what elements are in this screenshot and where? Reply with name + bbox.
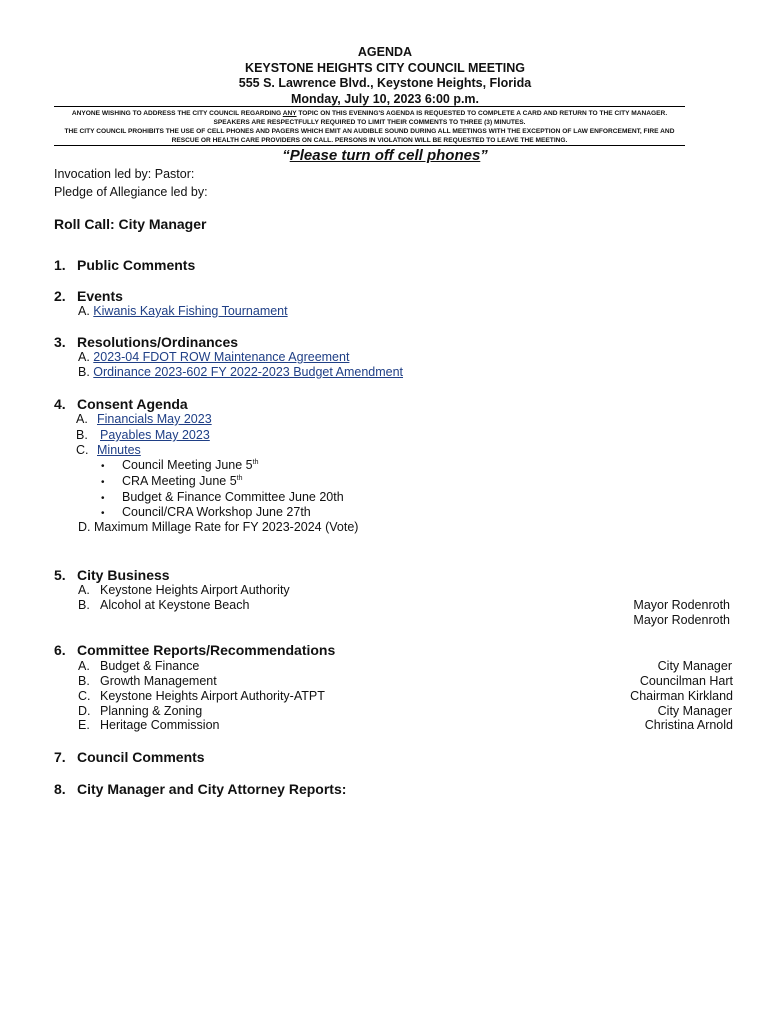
section-number: 1. — [54, 257, 66, 273]
consent-item-d: D. Maximum Millage Rate for FY 2023-2024 (Vote) — [78, 520, 359, 534]
meeting-name: KEYSTONE HEIGHTS CITY COUNCIL MEETING — [245, 61, 525, 75]
consent-prefix-b: B. — [76, 428, 88, 442]
section-title: Consent Agenda — [77, 396, 188, 412]
section-title: City Business — [77, 567, 170, 583]
section-number: 2. — [54, 288, 66, 304]
committee-prefix: A. — [78, 659, 90, 673]
minutes-item: Budget & Finance Committee June 20th — [122, 490, 344, 504]
consent-prefix-c: C. — [76, 443, 89, 457]
ordinal-suffix: th — [252, 459, 259, 466]
section-city-business — [54, 567, 170, 583]
notice-any: ANY — [282, 110, 297, 117]
section-number: 7. — [54, 749, 66, 765]
bottom-rule — [54, 145, 685, 146]
consent-prefix-a: A. — [76, 412, 88, 426]
section-events — [54, 288, 123, 304]
close-quote: ” — [480, 147, 488, 164]
minutes-item — [122, 458, 258, 473]
section-number: 5. — [54, 567, 66, 583]
business-presenter-2: Mayor Rodenroth — [633, 613, 730, 627]
minutes-item-text: Council Meeting June 5 — [122, 458, 253, 472]
fdot-agreement-link[interactable]: 2023-04 FDOT ROW Maintenance Agreement — [93, 350, 350, 364]
committee-presenter: City Manager — [657, 704, 732, 718]
kayak-tournament-link[interactable]: Kiwanis Kayak Fishing Tournament — [93, 304, 288, 318]
bullet-icon: • — [101, 461, 105, 472]
section-title: Resolutions/Ordinances — [77, 334, 239, 350]
section-title: Public Comments — [77, 257, 196, 273]
pledge-line: Pledge of Allegiance led by: — [54, 185, 208, 199]
item-prefix: A. — [78, 304, 94, 318]
section-title: Events — [77, 288, 123, 304]
business-prefix-a: A. — [78, 583, 90, 597]
financials-link[interactable]: Financials May 2023 — [97, 412, 212, 426]
cell-phone-text: Please turn off cell phones — [289, 147, 481, 164]
section-title: City Manager and City Attorney Reports: — [77, 781, 347, 797]
minutes-item: Council/CRA Workshop June 27th — [122, 505, 311, 519]
speaker-notice — [54, 109, 685, 127]
section-council-comments — [54, 749, 205, 765]
section-resolutions — [54, 334, 238, 350]
bullet-icon: • — [101, 477, 105, 488]
business-prefix-b: B. — [78, 598, 90, 612]
resolutions-item-a — [78, 350, 349, 365]
notice-post: TOPIC ON THIS EVENING'S AGENDA IS REQUESTED TO COMPLETE A CARD AND RETURN TO THE CITY MANAGER. SPEAKERS ARE RESPECTFULLY REQUIRED TO LIMIT THEIR COMMENTS TO THREE (3) MINUTES. — [213, 110, 668, 127]
committee-prefix: D. — [78, 704, 91, 718]
events-item-a — [78, 304, 288, 319]
ordinal-suffix: th — [236, 475, 243, 482]
item-prefix: A. — [78, 350, 94, 364]
budget-amendment-link[interactable]: Ordinance 2023-602 FY 2022-2023 Budget Amendment — [93, 365, 404, 379]
roll-call: Roll Call: City Manager — [54, 216, 207, 232]
item-prefix: B. — [78, 365, 94, 379]
top-rule — [54, 106, 685, 107]
minutes-item — [122, 474, 243, 489]
section-number: 8. — [54, 781, 66, 797]
bullet-icon: • — [101, 493, 105, 504]
phone-policy-notice: THE CITY COUNCIL PROHIBITS THE USE OF CELL PHONES AND PAGERS WHICH EMIT AN AUDIBLE SOUND DURING ALL MEETINGS WITH THE EXCEPTION OF LAW ENFORCEMENT, FIRE AND RESCUE OR HEALTH CARE PROVIDERS ON CALL. PERSONS IN VIOLATION WILL BE REQUESTED TO LEAVE THE MEETING. — [64, 128, 675, 145]
section-manager-attorney-reports — [54, 781, 346, 797]
section-title: Committee Reports/Recommendations — [77, 642, 336, 658]
section-public-comments — [54, 257, 195, 273]
business-presenter-1: Mayor Rodenroth — [633, 598, 730, 612]
committee-presenter: City Manager — [657, 659, 732, 673]
payables-link[interactable]: Payables May 2023 — [100, 428, 210, 442]
section-title: Council Comments — [77, 749, 205, 765]
minutes-link[interactable]: Minutes — [97, 443, 141, 457]
cell-phone-reminder — [0, 147, 770, 164]
committee-prefix: B. — [78, 674, 90, 688]
committee-prefix: E. — [78, 718, 90, 732]
section-consent-agenda — [54, 396, 188, 412]
committee-name: Keystone Heights Airport Authority-ATPT — [100, 689, 325, 703]
invocation-line: Invocation led by: Pastor: — [54, 167, 195, 181]
committee-presenter: Chairman Kirkland — [630, 689, 733, 703]
meeting-date: Monday, July 10, 2023 6:00 p.m. — [290, 92, 480, 106]
committee-name: Planning & Zoning — [100, 704, 203, 718]
section-committee-reports — [54, 642, 335, 658]
section-number: 6. — [54, 642, 66, 658]
committee-name: Growth Management — [100, 674, 217, 688]
committee-prefix: C. — [78, 689, 91, 703]
committee-presenter: Councilman Hart — [639, 674, 733, 688]
committee-name: Heritage Commission — [100, 718, 220, 732]
business-item-a: Keystone Heights Airport Authority — [100, 583, 290, 597]
resolutions-item-b — [78, 365, 403, 380]
meeting-address: 555 S. Lawrence Blvd., Keystone Heights, Florida — [238, 76, 532, 90]
section-number: 3. — [54, 334, 66, 350]
section-number: 4. — [54, 396, 66, 412]
open-quote: “ — [282, 147, 290, 164]
bullet-icon: • — [101, 508, 105, 519]
business-item-b: Alcohol at Keystone Beach — [100, 598, 250, 612]
committee-name: Budget & Finance — [100, 659, 200, 673]
notice-pre: ANYONE WISHING TO ADDRESS THE CITY COUNCIL REGARDING — [71, 110, 283, 117]
agenda-title: AGENDA — [357, 45, 413, 59]
minutes-item-text: CRA Meeting June 5 — [122, 474, 237, 488]
committee-presenter: Christina Arnold — [644, 718, 733, 732]
